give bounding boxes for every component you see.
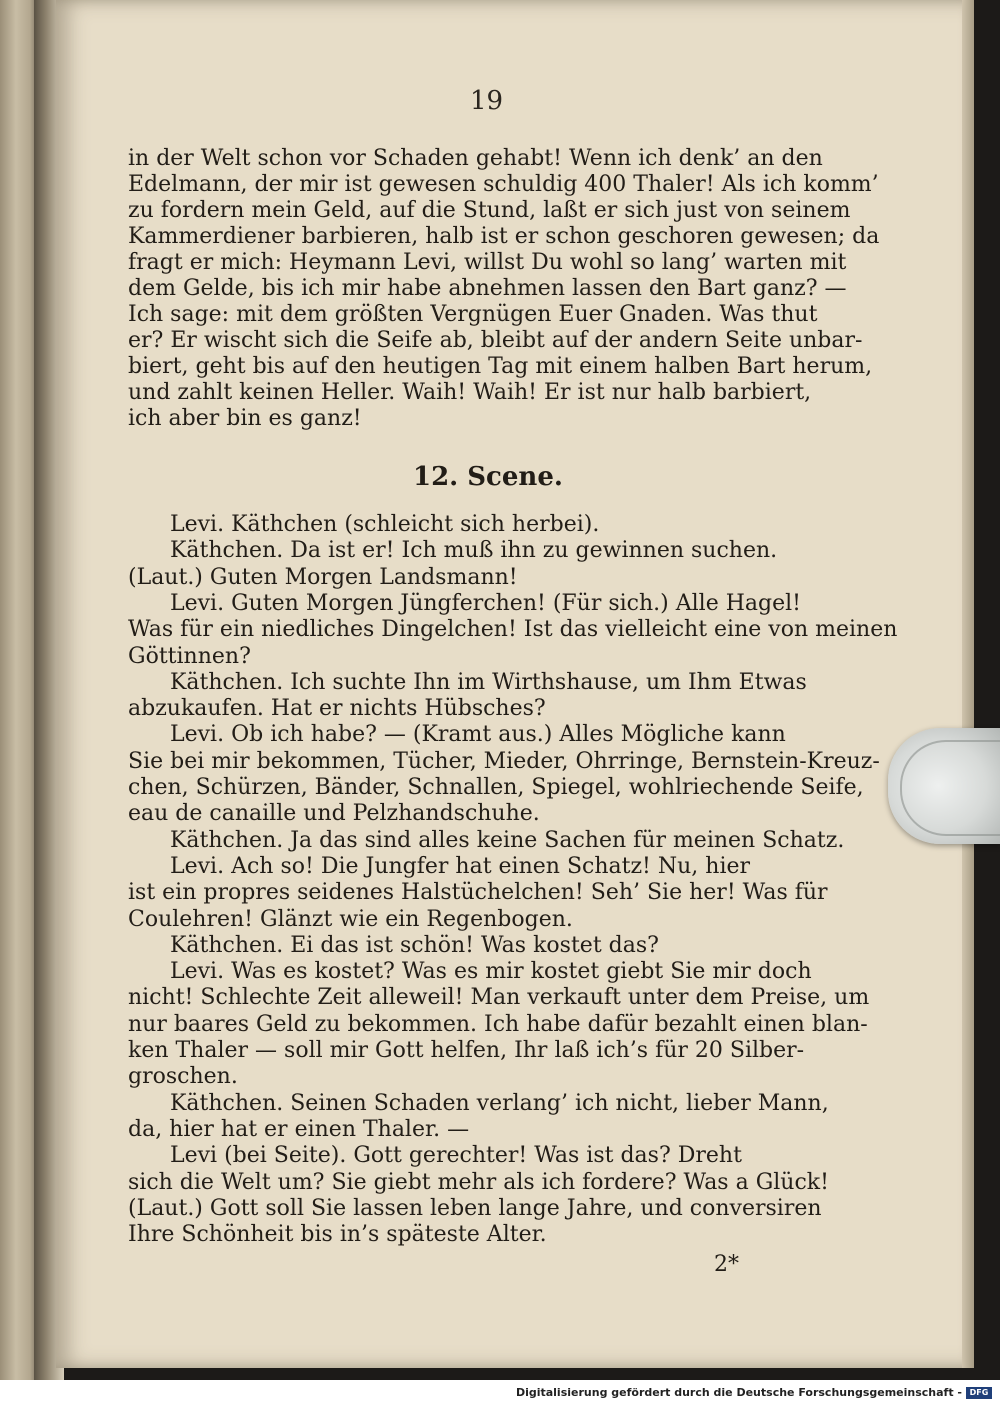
dfg-logo-icon: DFG	[966, 1387, 992, 1399]
text-line: er? Er wischt sich die Seife ab, bleibt auf der andern Seite unbar-	[128, 328, 863, 353]
text-line: Ihre Schönheit bis in’s späteste Alter.	[128, 1222, 547, 1248]
text-line: Käthchen. Da ist er! Ich muß ihn zu gewinnen suchen.	[170, 538, 778, 564]
text-line: dem Gelde, bis ich mir habe abnehmen lassen den Bart ganz? —	[128, 276, 847, 301]
text-line: nur baares Geld zu bekommen. Ich habe dafür bezahlt einen blan-	[128, 1011, 868, 1037]
text-line: chen, Schürzen, Bänder, Schnallen, Spiegel, wohlriechende Seife,	[128, 775, 864, 800]
text-line: Käthchen. Ja das sind alles keine Sachen für meinen Schatz.	[170, 827, 845, 853]
text-line: in der Welt schon vor Schaden gehabt! Wenn ich denk’ an den	[128, 146, 823, 171]
text-line: Göttinnen?	[128, 643, 251, 669]
page-clip-icon	[888, 728, 1000, 844]
text-line: groschen.	[128, 1064, 238, 1090]
text-line: biert, geht bis auf den heutigen Tag mit einem halben Bart herum,	[128, 354, 873, 379]
text-line: Levi. Käthchen (schleicht sich herbei).	[170, 512, 600, 537]
text-line: Käthchen. Ei das ist schön! Was kostet das?	[170, 932, 659, 958]
text-line: zu fordern mein Geld, auf die Stund, laßt er sich just von seinem	[128, 198, 851, 223]
text-line: ken Thaler — soll mir Gott helfen, Ihr laß ich’s für 20 Silber-	[128, 1038, 805, 1063]
text-line: und zahlt keinen Heller. Waih! Waih! Er ist nur halb barbiert,	[128, 380, 812, 405]
text-line: Levi (bei Seite). Gott gerechter! Was ist das? Dreht	[170, 1143, 742, 1169]
text-line: Levi. Guten Morgen Jüngferchen! (Für sich.) Alle Hagel!	[170, 590, 801, 616]
text-line: Levi. Ob ich habe? — (Kramt aus.) Alles Mögliche kann	[170, 722, 786, 748]
text-line: Sie bei mir bekommen, Tücher, Mieder, Ohrringe, Bernstein-Kreuz-	[128, 748, 880, 774]
page-edge	[962, 0, 974, 1368]
text-line: ich aber bin es ganz!	[128, 406, 362, 431]
text-line: sich die Welt um? Sie giebt mehr als ich fordere? Was a Glück!	[128, 1169, 829, 1195]
signature-mark: 2*	[714, 1252, 739, 1277]
text-line: abzukaufen. Hat er nichts Hübsches?	[128, 696, 546, 722]
text-line: Levi. Ach so! Die Jungfer hat einen Schatz! Nu, hier	[170, 853, 751, 879]
text-line: Was für ein niedliches Dingelchen! Ist das vielleicht eine von meinen	[128, 617, 898, 643]
text-line: Levi. Was es kostet? Was es mir kostet giebt Sie mir doch	[170, 959, 812, 985]
page-number: 19	[470, 86, 504, 116]
text-line: da, hier hat er einen Thaler. —	[128, 1116, 470, 1142]
text-line: nicht! Schlechte Zeit alleweil! Man verkauft unter dem Preise, um	[128, 985, 870, 1011]
text-line: Coulehren! Glänzt wie ein Regenbogen.	[128, 906, 573, 932]
text-line: Edelmann, der mir ist gewesen schuldig 400 Thaler! Als ich komm’	[128, 172, 879, 197]
text-line: Ich sage: mit dem größten Vergnügen Euer Gnaden. Was thut	[128, 302, 818, 327]
text-line: Kammerdiener barbieren, halb ist er schon geschoren gewesen; da	[128, 224, 880, 249]
credit-text: Digitalisierung gefördert durch die Deutsche Forschungsgemeinschaft -	[515, 1386, 962, 1399]
text-line: (Laut.) Gott soll Sie lassen leben lange Jahre, und conversiren	[128, 1195, 822, 1221]
text-line: (Laut.) Guten Morgen Landsmann!	[128, 564, 518, 590]
text-line: Käthchen. Ich suchte Ihn im Wirthshause, um Ihm Etwas	[170, 669, 807, 695]
text-line: ist ein propres seidenes Halstüchelchen! Seh’ Sie her! Was für	[128, 880, 828, 906]
text-line: Käthchen. Seinen Schaden verlang’ ich nicht, lieber Mann,	[170, 1090, 829, 1116]
text-line: eau de canaille und Pelzhandschuhe.	[128, 801, 540, 827]
text-line: fragt er mich: Heymann Levi, willst Du wohl so lang’ warten mit	[128, 250, 847, 275]
scene-heading: 12. Scene.	[413, 462, 563, 492]
